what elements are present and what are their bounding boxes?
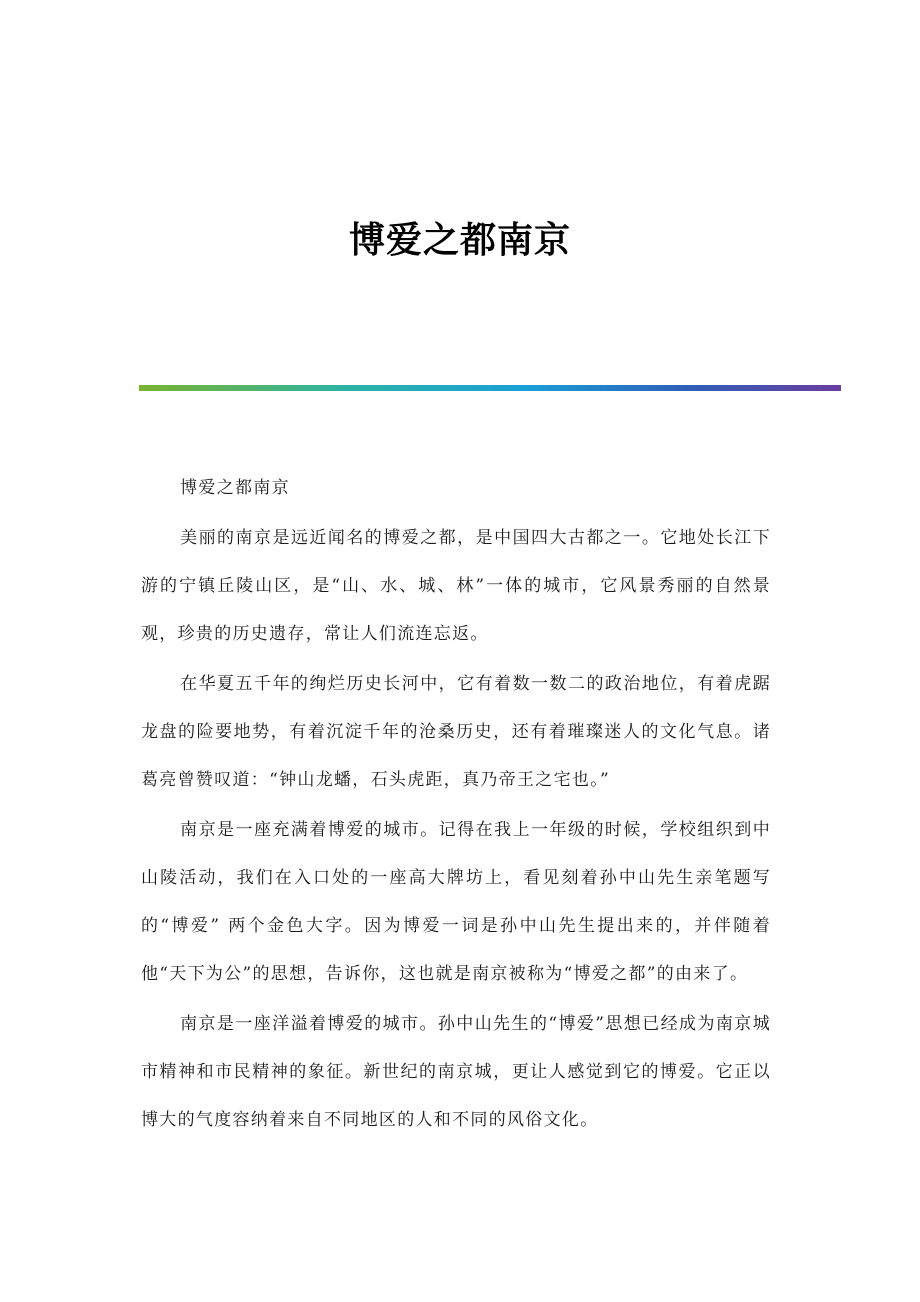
page-title: 博爱之都南京 [348, 219, 571, 261]
paragraph-3: 南京是一座充满着博爱的城市。记得在我上一年级的时候，学校组织到中山陵活动，我们在入口处的一座高大牌坊上，看见刻着孙中山先生亲笔题写的“博爱” 两个金色大字。因为博爱一词是孙中山先生提出来的，并伴随着他“天下为公”的思想，告诉你，这也就是南京被称为“博爱之都”的由来了。 [141, 820, 771, 984]
gradient-divider [139, 385, 841, 391]
paragraph-4: 南京是一座洋溢着博爱的城市。孙中山先生的“博爱”思想已经成为南京城市精神和市民精神的象征。新世纪的南京城，更让人感觉到它的博爱。它正以博大的气度容纳着来自不同地区的人和不同的风俗文化。 [141, 1014, 771, 1130]
paragraph-1: 美丽的南京是远近闻名的博爱之都，是中国四大古都之一。它地处长江下游的宁镇丘陵山区，是“山、水、城、林”一体的城市，它风景秀丽的自然景观，珍贵的历史遗存，常让人们流连忘返。 [141, 528, 771, 644]
paragraph-subtitle: 博爱之都南京 [180, 478, 290, 498]
paragraph-2: 在华夏五千年的绚烂历史长河中，它有着数一数二的政治地位，有着虎踞龙盘的险要地势，有着沉淀千年的沧桑历史，还有着璀璨迷人的文化气息。诸葛亮曾赞叹道：“钟山龙蟠，石头虎距，真乃帝王之宅也。” [141, 674, 771, 790]
document-body [141, 464, 771, 1146]
